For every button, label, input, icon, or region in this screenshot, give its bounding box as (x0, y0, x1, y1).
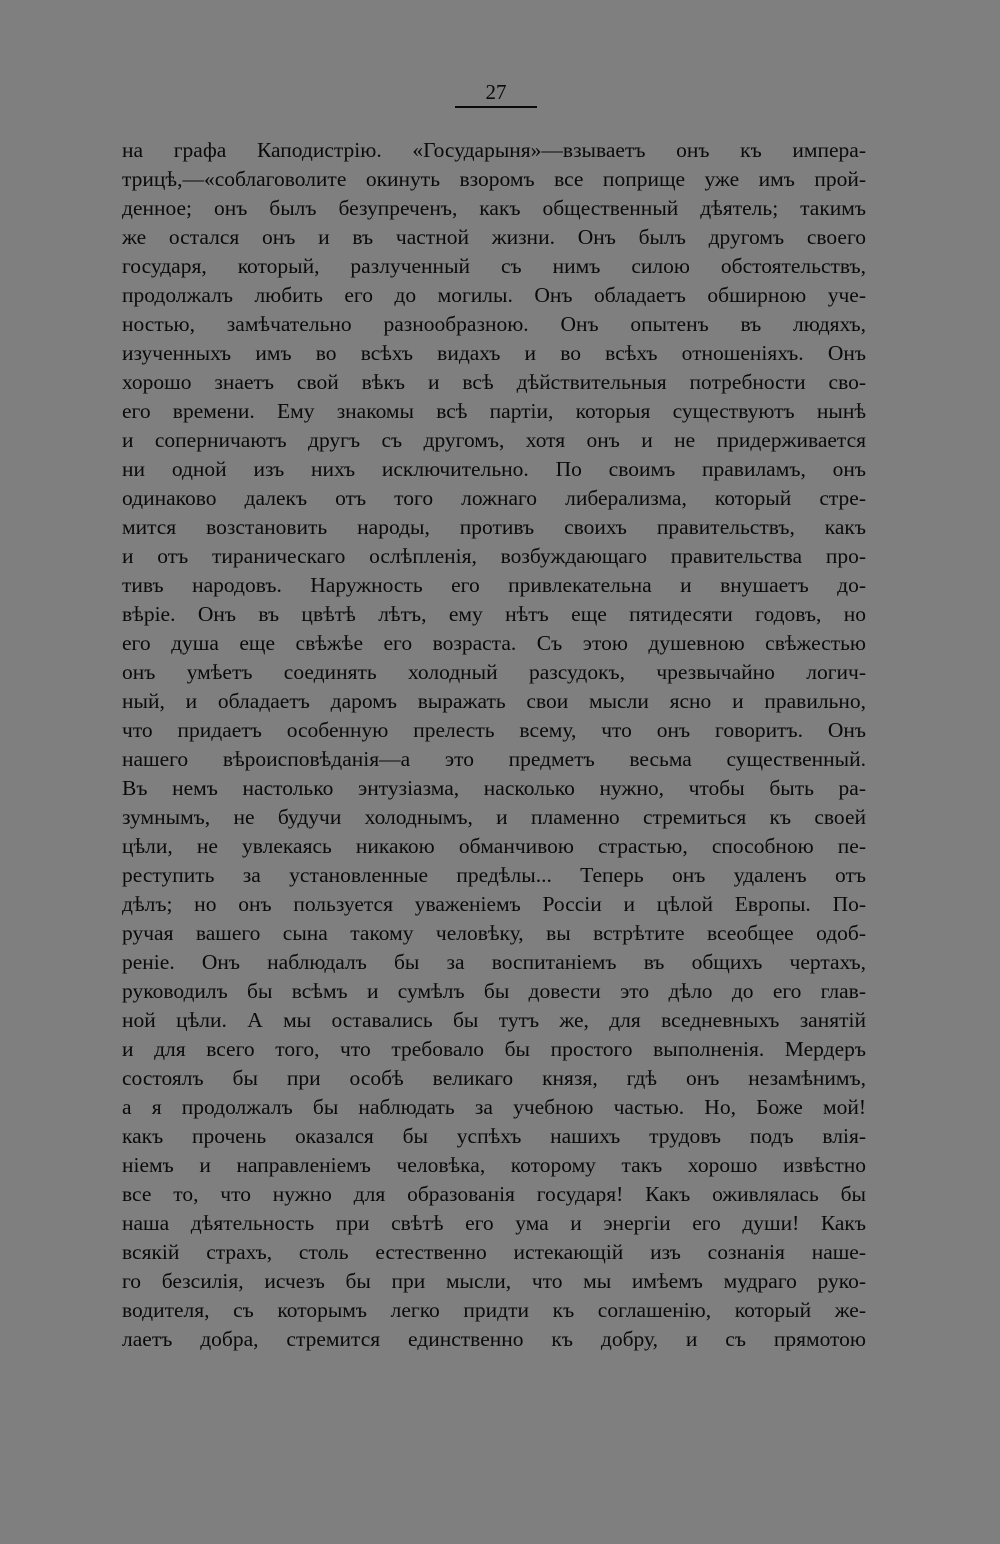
text-line: водителя, съ которымъ легко придти къ соглашенію, который же- (122, 1298, 866, 1322)
text-line: мится возстановить народы, противъ своихъ правительствъ, какъ (122, 515, 866, 539)
text-line: зумнымъ, не будучи холоднымъ, и пламенно стремиться къ своей (122, 805, 866, 829)
text-line: хорошо знаетъ свой вѣкъ и всѣ дѣйствительныя потребности сво- (122, 370, 866, 394)
text-line: денное; онъ былъ безупреченъ, какъ общественный дѣятель; такимъ (122, 196, 866, 220)
text-line: и отъ тираническаго ослѣпленія, возбуждающаго правительства про- (122, 544, 866, 568)
text-line: наша дѣятельность при свѣтѣ его ума и энергіи его души! Какъ (122, 1211, 866, 1235)
page-number: 27 (455, 80, 537, 108)
text-line: ный, и обладаетъ даромъ выражать свои мысли ясно и правильно, (122, 689, 866, 713)
text-line: ручая вашего сына такому человѣку, вы встрѣтите всеобщее одоб- (122, 921, 866, 945)
text-line: реніе. Онъ наблюдалъ бы за воспитаніемъ въ общихъ чертахъ, (122, 950, 866, 974)
text-line: его времени. Ему знакомы всѣ партіи, которыя существуютъ нынѣ (122, 399, 866, 423)
text-line: изученныхъ имъ во всѣхъ видахъ и во всѣхъ отношеніяхъ. Онъ (122, 341, 866, 365)
text-line: ной цѣли. А мы оставались бы тутъ же, для вседневныхъ занятій (122, 1008, 866, 1032)
text-line: го безсилія, исчезъ бы при мысли, что мы имѣемъ мудраго руко- (122, 1269, 866, 1293)
text-line: государя, который, разлученный съ нимъ силою обстоятельствъ, (122, 254, 866, 278)
text-line: а я продолжалъ бы наблюдать за учебною частью. Но, Боже мой! (122, 1095, 866, 1119)
text-line: что придаетъ особенную прелесть всему, что онъ говоритъ. Онъ (122, 718, 866, 742)
text-line: руководилъ бы всѣмъ и сумѣлъ бы довести это дѣло до его глав- (122, 979, 866, 1003)
body-text (122, 136, 866, 1354)
text-line: Въ немъ настолько энтузіазма, насколько нужно, чтобы быть ра- (122, 776, 866, 800)
text-line: какъ прочень оказался бы успѣхъ нашихъ трудовъ подъ влія- (122, 1124, 866, 1148)
text-line: лаетъ добра, стремится единственно къ добру, и съ прямотою (122, 1327, 866, 1351)
text-line: онъ умѣетъ соединять холодный разсудокъ, чрезвычайно логич- (122, 660, 866, 684)
text-line: все то, что нужно для образованія государя! Какъ оживлялась бы (122, 1182, 866, 1206)
text-line: его душа еще свѣжѣе его возраста. Съ этою душевною свѣжестью (122, 631, 866, 655)
text-line: реступить за установленные предѣлы... Теперь онъ удаленъ отъ (122, 863, 866, 887)
text-line: всякій страхъ, столь естественно истекающій изъ сознанія наше- (122, 1240, 866, 1264)
text-line: и для всего того, что требовало бы простого выполненія. Мердеръ (122, 1037, 866, 1061)
text-line: же остался онъ и въ частной жизни. Онъ былъ другомъ своего (122, 225, 866, 249)
text-line: продолжалъ любить его до могилы. Онъ обладаетъ обширною уче- (122, 283, 866, 307)
text-line: одинаково далекъ отъ того ложнаго либерализма, который стре- (122, 486, 866, 510)
text-line: ніемъ и направленіемъ человѣка, которому такъ хорошо извѣстно (122, 1153, 866, 1177)
text-line: нашего вѣроисповѣданія—а это предметъ весьма существенный. (122, 747, 866, 771)
text-line: состоялъ бы при особѣ великаго князя, гдѣ онъ незамѣнимъ, (122, 1066, 866, 1090)
text-line: ни одной изъ нихъ исключительно. По своимъ правиламъ, онъ (122, 457, 866, 481)
text-line: дѣлъ; но онъ пользуется уваженіемъ Россіи и цѣлой Европы. По- (122, 892, 866, 916)
text-line: на графа Каподистрію. «Государыня»—взываетъ онъ къ импера- (122, 138, 866, 162)
text-line: вѣріе. Онъ въ цвѣтѣ лѣтъ, ему нѣтъ еще пятидесяти годовъ, но (122, 602, 866, 626)
text-line: и соперничаютъ другъ съ другомъ, хотя онъ и не придерживается (122, 428, 866, 452)
text-line: цѣли, не увлекаясь никакою обманчивою страстью, способною пе- (122, 834, 866, 858)
text-line: трицѣ,—«соблаговолите окинуть взоромъ все поприще уже имъ прой- (122, 167, 866, 191)
text-line: ностью, замѣчательно разнообразною. Онъ опытенъ въ людяхъ, (122, 312, 866, 336)
text-line: тивъ народовъ. Наружность его привлекательна и внушаетъ до- (122, 573, 866, 597)
